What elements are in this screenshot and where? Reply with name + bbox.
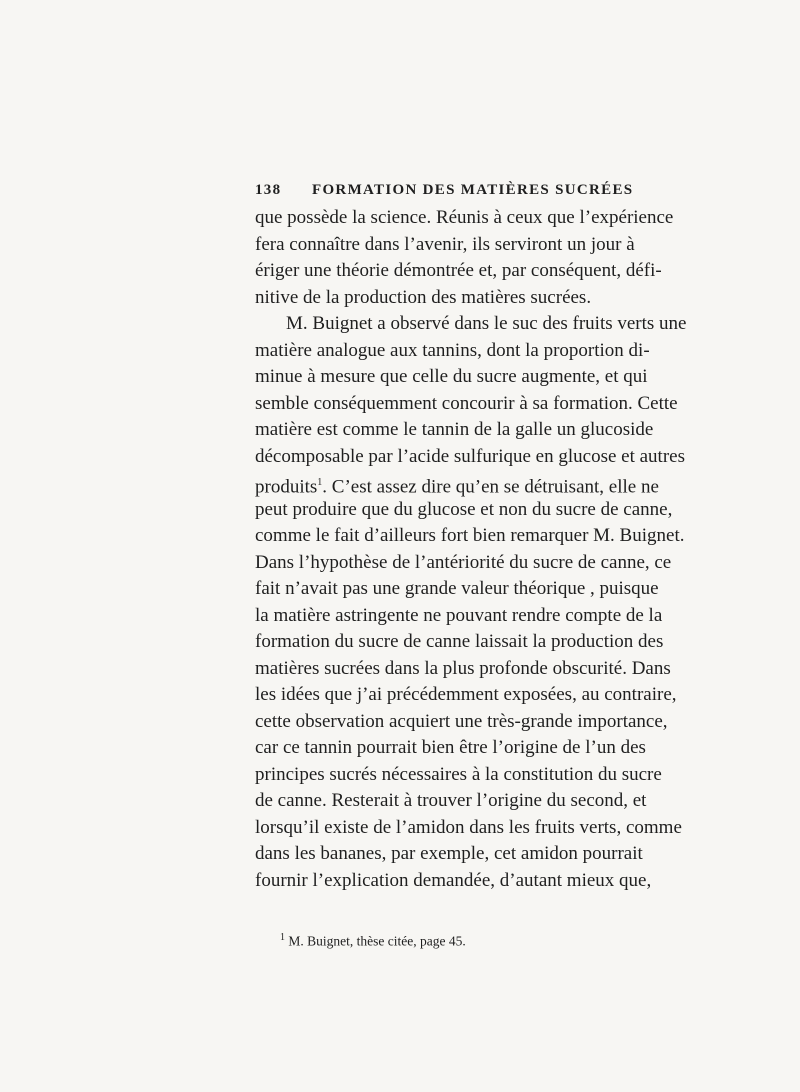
text-line: peut produire que du glucose et non du sucre de canne,: [255, 498, 673, 520]
text-line: dans les bananes, par exemple, cet amidon pourrait: [255, 843, 643, 864]
text-line: les idées que j’ai précédemment exposées, au contraire,: [255, 684, 677, 705]
footnote-text: M. Buignet, thèse citée, page 45.: [288, 933, 466, 949]
text-line: décomposable par l’acide sulfurique en glucose et autres: [255, 445, 685, 467]
running-head: FORMATION DES MATIÈRES SUCRÉES: [312, 182, 634, 198]
text-line: ériger une théorie démontrée et, par conséquent, défi-: [255, 260, 662, 281]
page-number: 138: [255, 182, 282, 198]
text-line: semble conséquemment concourir à sa formation. Cette: [255, 392, 678, 414]
text-line: formation du sucre de canne laissait la production des: [255, 631, 664, 652]
footnote-number: 1: [280, 932, 285, 943]
text-line: cette observation acquiert une très-grande importance,: [255, 710, 668, 732]
text-line: minue à mesure que celle du sucre augmente, et qui: [255, 366, 648, 387]
footnote: [280, 928, 466, 952]
text-fragment: produits: [255, 476, 318, 498]
footnote-marker: 1: [317, 477, 323, 488]
text-line: matière analogue aux tannins, dont la proportion di-: [255, 339, 650, 361]
text-line: fait n’avait pas une grande valeur théorique , puisque: [255, 578, 659, 599]
text-line: M. Buignet a observé dans le suc des fruits verts une: [286, 313, 687, 334]
text-line: fournir l’explication demandée, d’autant mieux que,: [255, 869, 652, 891]
text-line: que possède la science. Réunis à ceux que l’expérience: [255, 207, 674, 228]
page-header: [255, 178, 675, 202]
text-line: matière est comme le tannin de la galle un glucoside: [255, 419, 654, 440]
text-line: matières sucrées dans la plus profonde obscurité. Dans: [255, 657, 671, 679]
text-line: fera connaître dans l’avenir, ils serviront un jour à: [255, 233, 635, 255]
text-line: la matière astringente ne pouvant rendre compte de la: [255, 604, 663, 626]
text-line: nitive de la production des matières sucrées.: [255, 286, 592, 308]
text-line-with-note: [255, 470, 669, 497]
text-line: lorsqu’il existe de l’amidon dans les fruits verts, comme: [255, 816, 682, 838]
text-line: Dans l’hypothèse de l’antériorité du sucre de canne, ce: [255, 551, 672, 573]
text-fragment: . C’est assez dire qu’en se détruisant, elle ne: [322, 476, 659, 498]
body-text: [255, 205, 687, 894]
text-line: car ce tannin pourrait bien être l’origine de l’un des: [255, 737, 646, 758]
text-line: de canne. Resterait à trouver l’origine du second, et: [255, 790, 647, 811]
text-line: comme le fait d’ailleurs fort bien remarquer M. Buignet.: [255, 525, 685, 546]
text-line: principes sucrés nécessaires à la constitution du sucre: [255, 763, 662, 785]
